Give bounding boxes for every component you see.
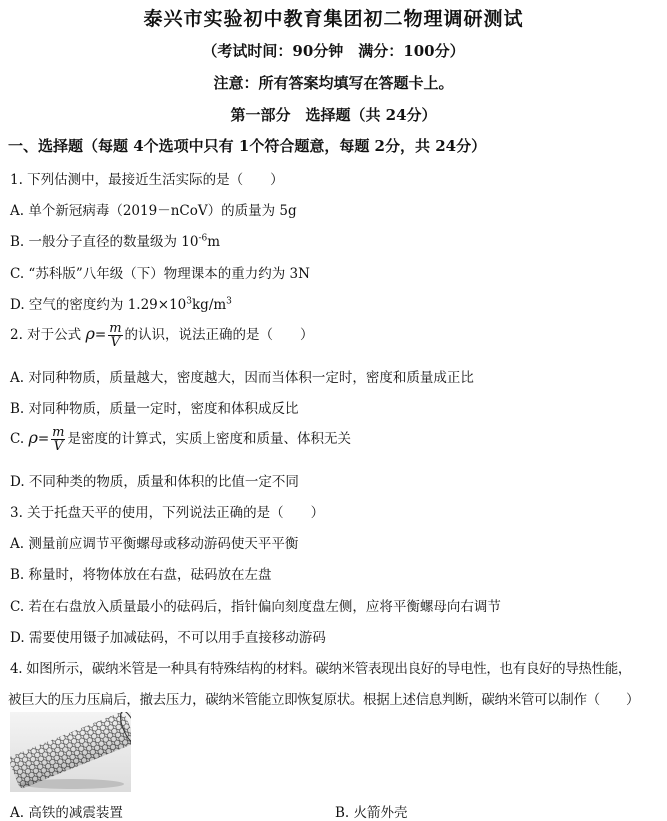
q3-option-c: C. 若在右盘放入质量最小的砝码后，指针偏向刻度盘左侧，应将平衡螺母向右调节	[10, 599, 501, 615]
rho-symbol-c: ρ	[28, 428, 38, 447]
exam-title: 泰兴市实验初中教育集团初二物理调研测试	[143, 8, 524, 30]
q2-option-b: B. 对同种物质，质量一定时，密度和体积成反比	[10, 401, 299, 417]
q2-option-a: A. 对同种物质，质量越大，密度越大，因而当体积一定时，密度和质量成正比	[10, 370, 474, 386]
q1-option-d-unit-exp: 3	[226, 296, 232, 307]
q2-stem-post: 的认识，说法正确的是（ ）	[124, 327, 314, 343]
q1-option-d	[10, 293, 232, 313]
q4-option-a: A. 高铁的减震装置	[10, 805, 123, 821]
mass-over-volume-fraction	[108, 322, 122, 349]
q3-stem: 3. 关于托盘天平的使用，下列说法正确的是（ ）	[10, 505, 325, 521]
carbon-nanotube-illustration	[10, 712, 131, 792]
rho-symbol: ρ	[85, 324, 95, 343]
q2-option-c	[10, 426, 351, 453]
q1-option-b-exp: -6	[198, 233, 208, 244]
q1-option-c: C. “苏科版”八年级（下）物理课本的重力约为 3N	[10, 266, 310, 282]
q2-option-c-text: 是密度的计算式，实质上密度和质量、体积无关	[67, 431, 351, 447]
fraction-numerator: m	[109, 321, 122, 336]
q2-option-d: D. 不同种类的物质，质量和体积的比值一定不同	[10, 474, 299, 490]
mass-over-volume-fraction-c	[51, 426, 65, 453]
q2-stem	[10, 322, 314, 349]
notice: 注意：所有答案均填写在答题卡上。	[213, 74, 454, 92]
fraction-numerator-c: m	[52, 425, 65, 440]
q1-stem: 1. 下列估测中，最接近生活实际的是（ ）	[10, 172, 284, 188]
part-heading: 第一部分 选择题（共 24分）	[230, 106, 437, 124]
equals-sign: =	[94, 327, 107, 343]
q2-stem-pre: 2. 对于公式	[10, 327, 82, 343]
q1-option-d-unit: kg/m	[192, 297, 227, 313]
carbon-nanotube-image	[10, 712, 131, 792]
q4-option-b: B. 火箭外壳	[335, 805, 408, 821]
q1-option-b-unit: m	[207, 234, 221, 250]
q1-option-b-text: B. 一般分子直径的数量级为 10	[10, 234, 199, 250]
q1-option-d-text: D. 空气的密度约为 1.29×10	[10, 297, 187, 313]
section-heading: 一、选择题（每题 4个选项中只有 1个符合题意，每题 2分，共 24分）	[8, 137, 487, 155]
q4-stem-line1: 4. 如图所示，碳纳米管是一种具有特殊结构的材料。碳纳米管表现出良好的导电性，也有良好的导热性能，	[10, 661, 632, 677]
exam-info: （考试时间：90分钟 满分：100分）	[202, 42, 465, 60]
q1-option-a: A. 单个新冠病毒（2019－nCoV）的质量为 5g	[10, 203, 297, 219]
q1-option-d-exp: 3	[186, 296, 192, 307]
equals-sign-c: =	[37, 431, 50, 447]
q1-option-b	[10, 230, 220, 250]
q2-option-c-label: C.	[10, 431, 25, 447]
q3-option-d: D. 需要使用镊子加减砝码，不可以用手直接移动游码	[10, 630, 326, 646]
fraction-denominator: V	[110, 335, 121, 350]
q4-stem-line2: 被巨大的压力压扁后，撤去压力，碳纳米管能立即恢复原状。根据上述信息判断，碳纳米管可以制作（ ）	[8, 692, 640, 708]
q3-option-a: A. 测量前应调节平衡螺母或移动游码使天平平衡	[10, 536, 299, 552]
q3-option-b: B. 称量时，将物体放在右盘，砝码放在左盘	[10, 567, 272, 583]
fraction-denominator-c: V	[53, 439, 64, 454]
